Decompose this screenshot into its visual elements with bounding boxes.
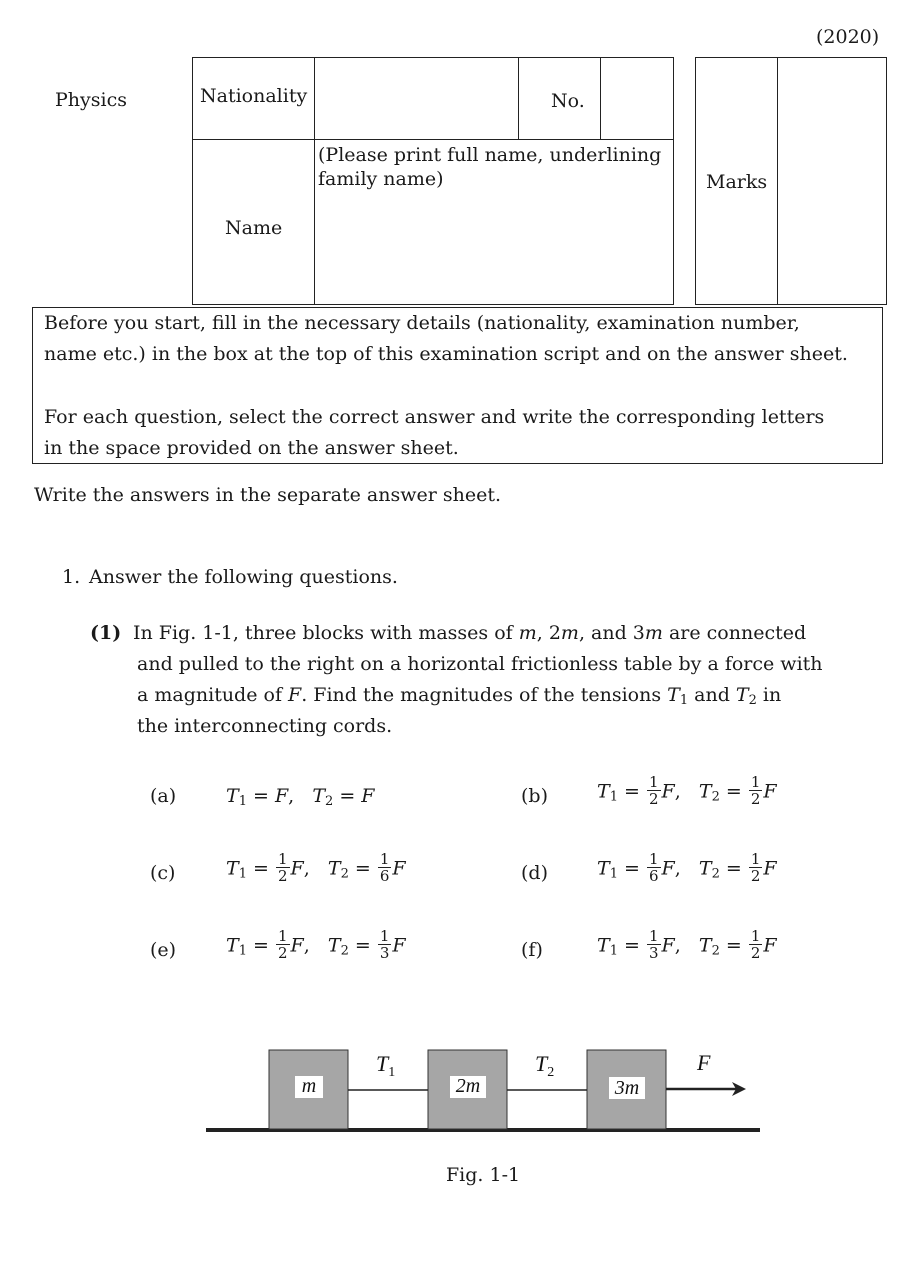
q-text-1a: In Fig. 1-1, three blocks with masses of <box>133 622 519 644</box>
figure-1-1 <box>200 1040 770 1140</box>
option-b-label[interactable]: (b) <box>521 785 548 807</box>
marks-field <box>780 60 884 302</box>
tension-1-label: $T_1$ <box>376 1051 396 1080</box>
question-text: Answer the following questions. <box>89 566 398 588</box>
option-e-label[interactable]: (e) <box>150 939 177 961</box>
instructions-line-1: Before you start, fill in the necessary details (nationality, examination number, <box>44 312 800 334</box>
figure-caption: Fig. 1-1 <box>446 1164 521 1186</box>
tension-2-label: $T_2$ <box>535 1051 555 1080</box>
option-c-label[interactable]: (c) <box>150 862 176 884</box>
name-instruction: (Please print full name, underlining family name) <box>318 144 662 190</box>
option-e-expression: $T_1$ = $\frac{1}{2}$ F, $T_2$ = $\frac{1}{3}$ F <box>226 927 406 962</box>
instructions-line-4: in the space provided on the answer sheet. <box>44 437 459 459</box>
option-f-expression: $T_1$ = $\frac{1}{3}$ F, $T_2$ = $\frac{1}{2}$ F <box>597 927 777 962</box>
year-label: (2020) <box>816 26 880 48</box>
question-line-3: a magnitude of F. Find the magnitudes of the tensions $T_1$ and $T_2$ in <box>137 684 782 708</box>
option-a-label[interactable]: (a) <box>150 785 177 807</box>
option-d-expression: $T_1$ = $\frac{1}{6}$ F, $T_2$ = $\frac{1}{2}$ F <box>597 850 777 885</box>
question-line-1: In Fig. 1-1, three blocks with masses of m, 2m, and 3m are connected <box>133 622 807 644</box>
instructions-line-2: name etc.) in the box at the top of this examination script and on the answer sheet. <box>44 343 848 365</box>
option-c-expression: $T_1$ = $\frac{1}{2}$ F, $T_2$ = $\frac{1}{6}$ F <box>226 850 406 885</box>
force-label: F <box>697 1050 711 1075</box>
question-line-4: the interconnecting cords. <box>137 715 393 737</box>
block-m-label: m <box>301 1075 317 1097</box>
option-d-label[interactable]: (d) <box>521 862 548 884</box>
answer-note: Write the answers in the separate answer sheet. <box>34 484 502 506</box>
name-field[interactable] <box>318 196 670 300</box>
block-3m-label: 3m <box>614 1077 640 1099</box>
option-a-expression: $T_1 = F$, $T_2 = F$ <box>226 785 375 809</box>
nationality-field[interactable] <box>318 59 512 137</box>
nationality-label: Nationality <box>200 85 308 107</box>
instructions-line-3: For each question, select the correct answer and write the corresponding letters <box>44 406 825 428</box>
block-2m-label: 2m <box>455 1075 481 1097</box>
subject-label: Physics <box>55 89 127 111</box>
marks-label: Marks <box>706 171 768 193</box>
option-f-label[interactable]: (f) <box>521 939 543 961</box>
exam-number-field[interactable] <box>603 59 671 137</box>
question-number: 1. <box>62 566 81 588</box>
question-line-2: and pulled to the right on a horizontal frictionless table by a force with <box>137 653 823 675</box>
name-label: Name <box>225 217 283 239</box>
no-label: No. <box>551 90 585 112</box>
option-b-expression: $T_1$ = $\frac{1}{2}$ F, $T_2$ = $\frac{1}{2}$ F <box>597 773 777 808</box>
subquestion-number: (1) <box>90 622 122 644</box>
